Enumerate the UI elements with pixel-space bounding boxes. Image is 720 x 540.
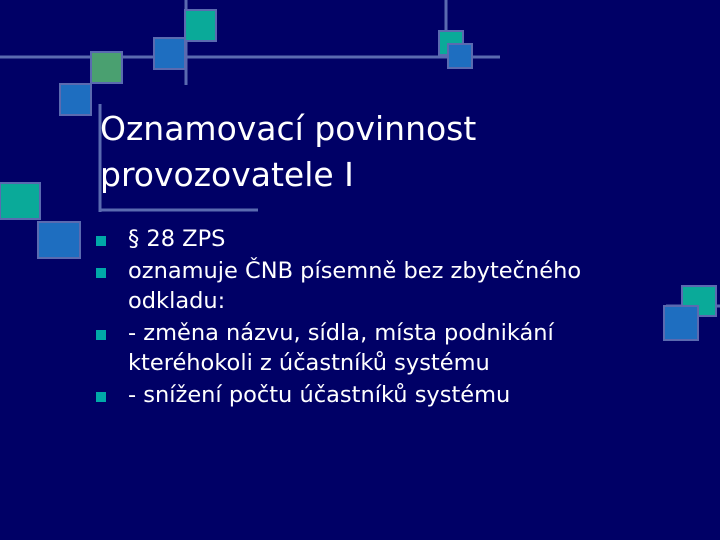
slide-title-line-2: provozovatele I <box>100 155 354 194</box>
bullet-square-icon <box>96 392 106 402</box>
slide-title <box>100 106 476 198</box>
bullet-list <box>96 224 676 411</box>
bullet-item <box>96 318 676 379</box>
bullet-text: § 28 ZPS <box>128 226 226 252</box>
bullet-square-icon <box>96 330 106 340</box>
decor-square <box>60 84 91 115</box>
bullet-item <box>96 224 676 255</box>
decor-square <box>38 222 80 258</box>
decor-square <box>448 44 472 68</box>
bullet-text: oznamuje ČNB písemně bez zbytečného odkladu: <box>128 257 582 314</box>
decor-square <box>185 10 216 41</box>
bullet-text: - snížení počtu účastníků systému <box>128 381 511 408</box>
decor-square <box>154 38 185 69</box>
decor-square <box>91 52 122 83</box>
slide-title-line-1: Oznamovací povinnost <box>100 109 477 148</box>
bullet-item <box>96 256 676 317</box>
decor-square <box>0 183 40 219</box>
bullet-square-icon <box>96 268 106 278</box>
bullet-text: - změna názvu, sídla, místa podnikání kteréhokoli z účastníků systému <box>128 319 554 376</box>
bullet-square-icon <box>96 236 106 246</box>
bullet-item <box>96 380 676 411</box>
